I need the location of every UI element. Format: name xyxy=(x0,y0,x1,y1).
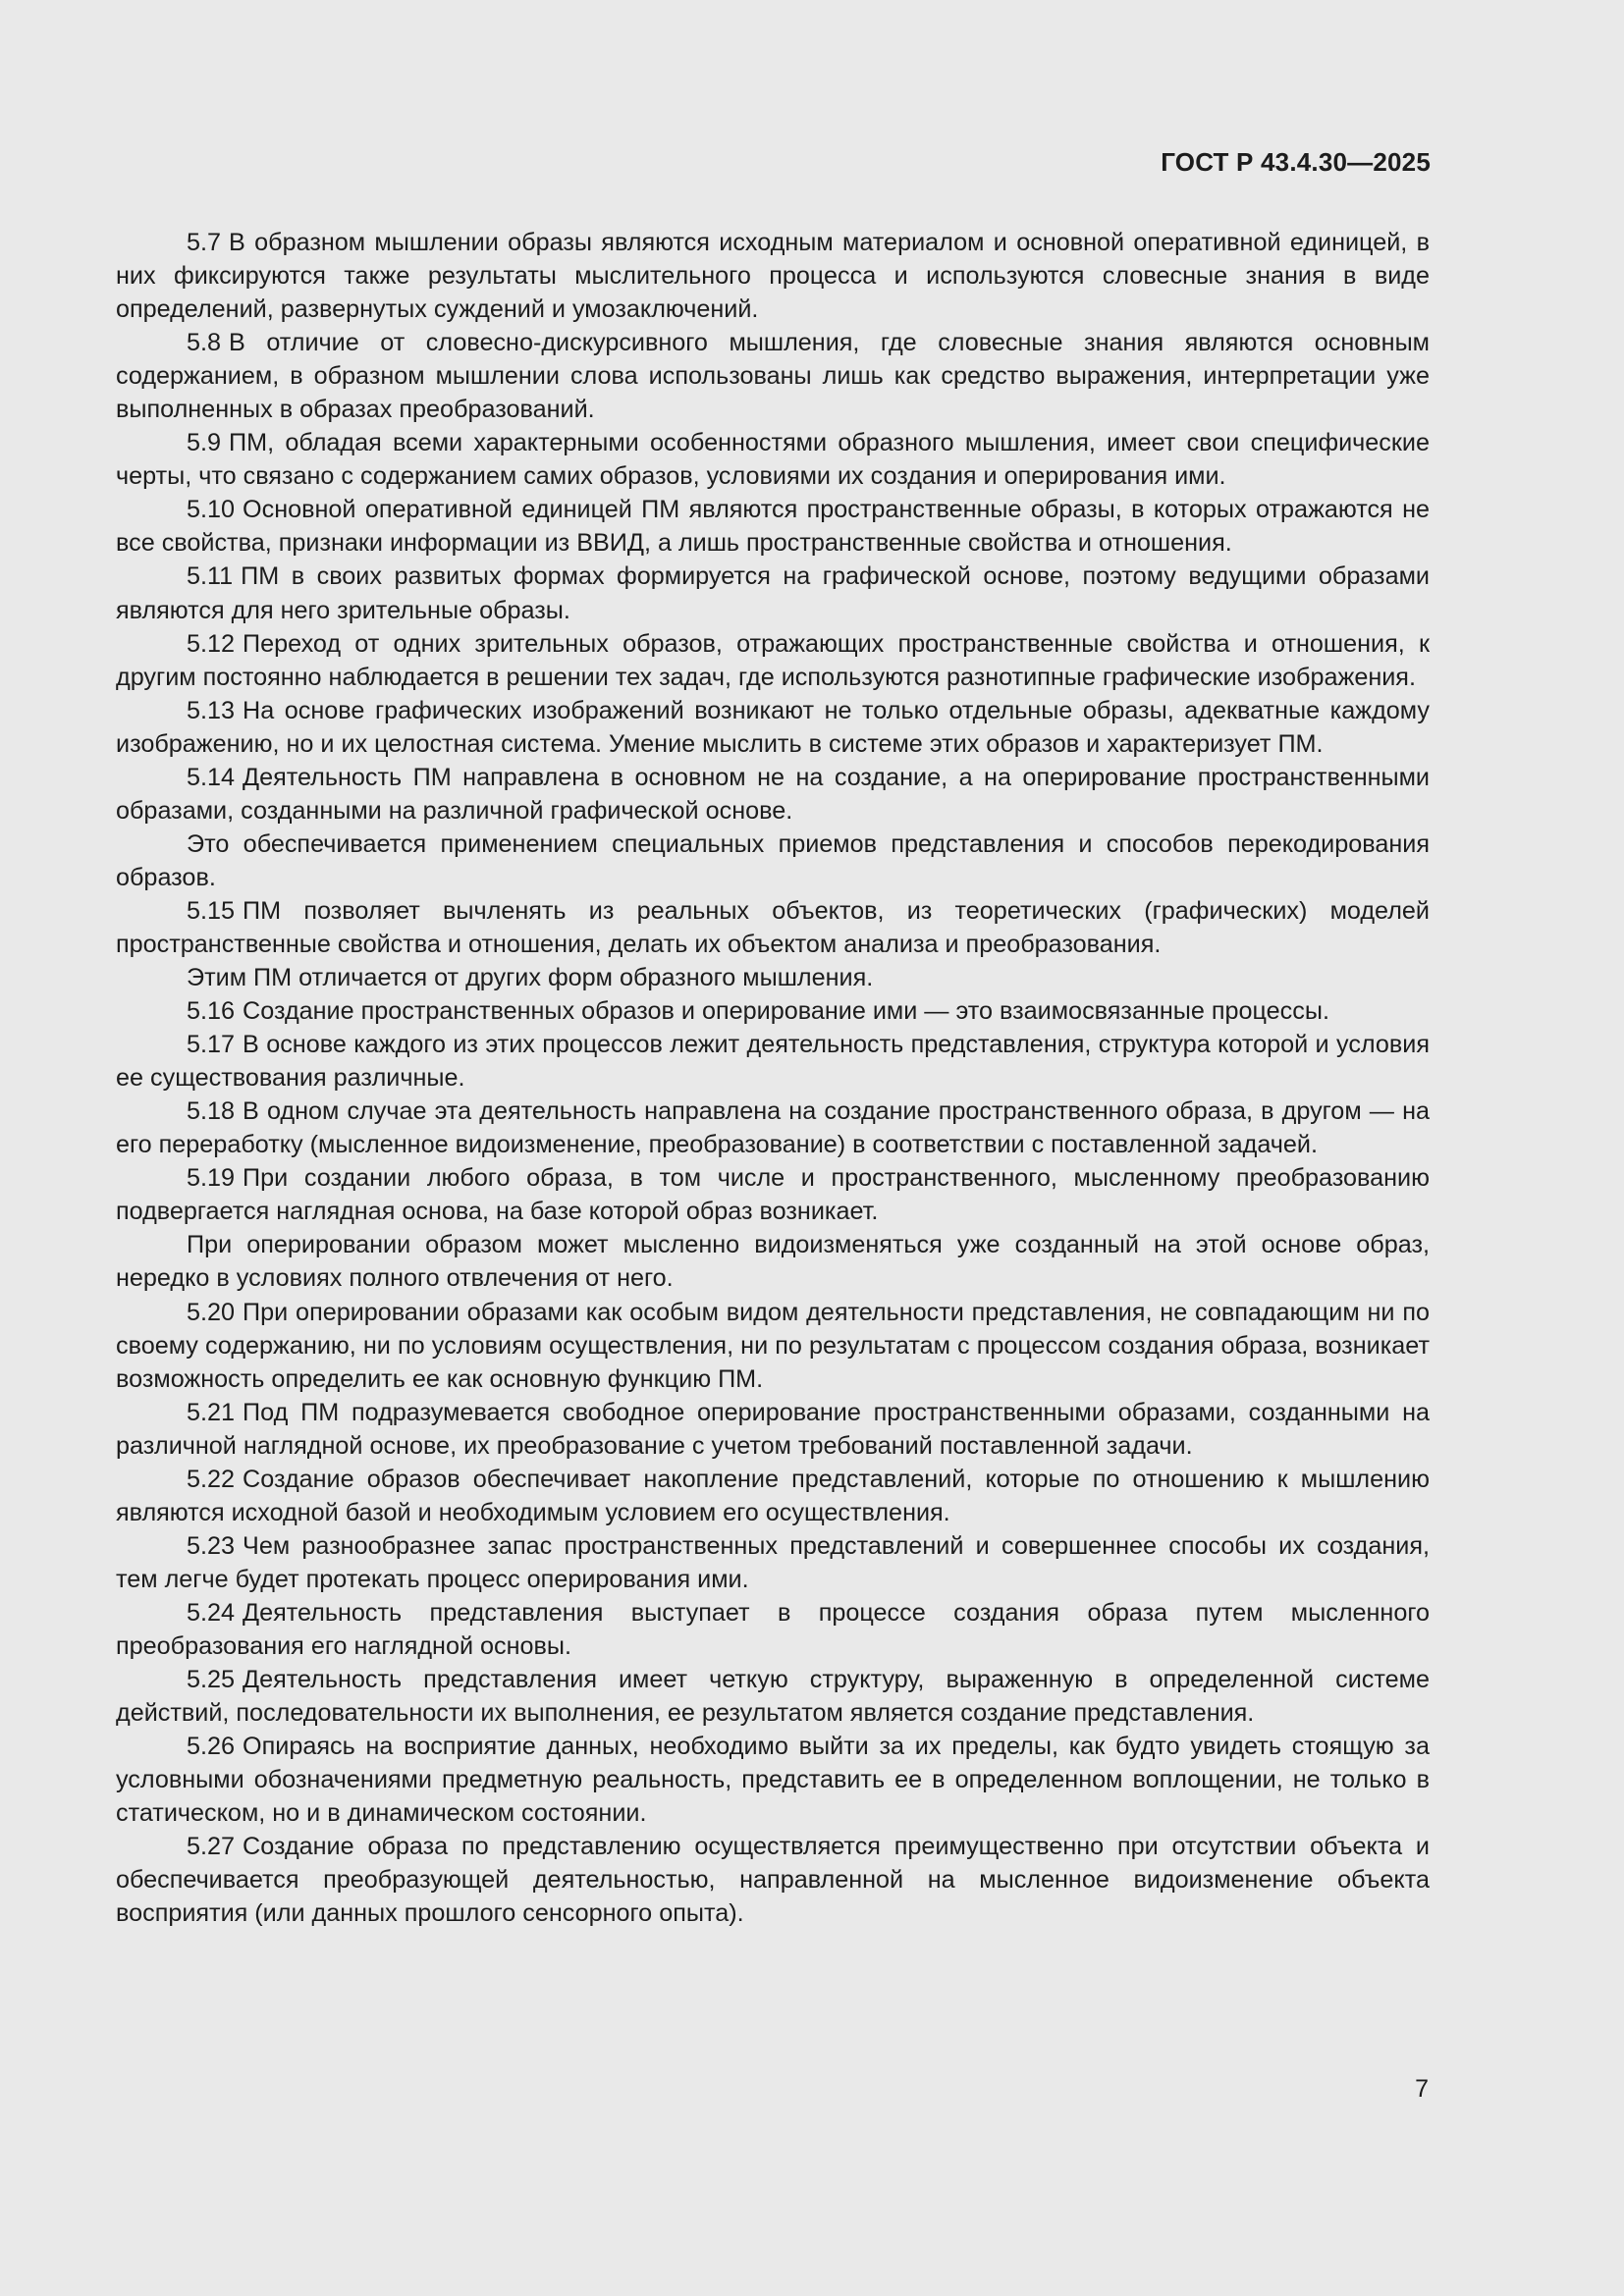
paragraph-text: На основе графических изображений возникают не только отдельные образы, адекватные каждому изображению, но и их целостная система. Умение мыслить в системе этих образов и характеризует ПМ. xyxy=(116,696,1430,758)
paragraph xyxy=(116,1830,1430,1930)
paragraph-text: ПМ в своих развитых формах формируется на графической основе, поэтому ведущими образами являются для него зрительные образы. xyxy=(116,562,1430,624)
paragraph-number: 5.26 xyxy=(187,1733,236,1761)
paragraph-number: 5.17 xyxy=(187,1031,236,1059)
paragraph-number: 5.16 xyxy=(187,997,236,1026)
paragraph-text: При оперировании образами как особым видом деятельности представления, не совпадающим ни по своему содержанию, ни по условиям осуществления, ни по результатам с процессом создания образа, возникает возможность определить ее как основную функцию ПМ. xyxy=(116,1298,1430,1393)
paragraph-number: 5.25 xyxy=(187,1666,236,1694)
paragraph-number: 5.13 xyxy=(187,696,236,724)
paragraph-text: ПМ позволяет вычленять из реальных объектов, из теоретических (графических) моделей пространственные свойства и отношения, делать их объектом анализа и преобразования. xyxy=(116,896,1430,958)
paragraph xyxy=(116,1396,1430,1463)
paragraph xyxy=(116,994,1430,1028)
paragraph-text: Этим ПМ отличается от других форм образного мышления. xyxy=(187,964,874,992)
paragraph-text: В одном случае эта деятельность направлена на создание пространственного образа, в другом — на его переработку (мысленное видоизменение, преобразование) в соответствии с поставленной задачей. xyxy=(116,1097,1430,1159)
paragraph-number: 5.12 xyxy=(187,629,236,658)
paragraph-text: Переход от одних зрительных образов, отражающих пространственные свойства и отношения, к другим постоянно наблюдается в решении тех задач, где используются разнотипные графические изображения. xyxy=(116,629,1430,691)
paragraph-text: Деятельность представления имеет четкую структуру, выраженную в определенной системе действий, последовательности их выполнения, ее результатом является создание представления. xyxy=(116,1666,1430,1728)
paragraph-text: При оперировании образом может мысленно видоизменяться уже созданный на этой основе образ, нередко в условиях полного отвлечения от него. xyxy=(116,1231,1430,1293)
paragraph-text: Создание образов обеспечивает накопление представлений, которые по отношению к мышлению являются исходной базой и необходимым условием его осуществления. xyxy=(116,1465,1430,1526)
paragraph xyxy=(116,1028,1430,1095)
paragraph-number: 5.18 xyxy=(187,1097,236,1126)
paragraph xyxy=(116,627,1430,694)
paragraph xyxy=(116,761,1430,828)
paragraph-text: Создание пространственных образов и оперирование ими — это взаимосвязанные процессы. xyxy=(243,997,1329,1026)
paragraph xyxy=(116,694,1430,761)
paragraph-text: В отличие от словесно-дискурсивного мышления, где словесные знания являются основным содержанием, в образном мышлении слова использованы лишь как средство выражения, интерпретации уже выполненных в образах преобразований. xyxy=(116,329,1430,424)
paragraph-number: 5.23 xyxy=(187,1531,236,1560)
document-body xyxy=(116,226,1430,1930)
paragraph xyxy=(116,226,1430,326)
paragraph xyxy=(116,1095,1430,1161)
paragraph-text: Это обеспечивается применением специальных приемов представления и способов перекодирования образов. xyxy=(116,829,1430,891)
paragraph-number: 5.10 xyxy=(187,496,236,524)
paragraph xyxy=(116,1161,1430,1228)
paragraph-text: Деятельность представления выступает в процессе создания образа путем мысленного преобразования его наглядной основы. xyxy=(116,1598,1430,1660)
paragraph xyxy=(116,493,1430,560)
paragraph-text: Под ПМ подразумевается свободное оперирование пространственными образами, созданными на различной наглядной основе, их преобразование с учетом требований поставленной задачи. xyxy=(116,1398,1430,1460)
paragraph-number: 5.20 xyxy=(187,1298,236,1326)
paragraph-number: 5.9 xyxy=(187,429,222,457)
paragraph-number: 5.21 xyxy=(187,1398,236,1426)
paragraph xyxy=(116,1228,1430,1295)
paragraph-number: 5.8 xyxy=(187,329,222,357)
paragraph xyxy=(116,894,1430,961)
paragraph-number: 5.15 xyxy=(187,896,236,925)
paragraph-number: 5.24 xyxy=(187,1598,236,1627)
paragraph xyxy=(116,1596,1430,1663)
paragraph-text: Создание образа по представлению осуществляется преимущественно при отсутствии объекта и обеспечивается преобразующей деятельностью, направленной на мысленное видоизменение объекта восприятия (или данных прошлого сенсорного опыта). xyxy=(116,1833,1430,1928)
paragraph-number: 5.27 xyxy=(187,1833,236,1861)
paragraph xyxy=(116,828,1430,894)
paragraph-number: 5.7 xyxy=(187,229,222,256)
paragraph-number: 5.14 xyxy=(187,763,236,791)
paragraph-number: 5.22 xyxy=(187,1465,236,1493)
paragraph xyxy=(116,560,1430,626)
paragraph-text: Чем разнообразнее запас пространственных представлений и совершеннее способы их создания, тем легче будет протекать процесс оперирования ими. xyxy=(116,1531,1430,1593)
paragraph-text: Деятельность ПМ направлена в основном не на создание, а на оперирование пространственными образами, созданными на различной графической основе. xyxy=(116,763,1430,825)
paragraph-text: В образном мышлении образы являются исходным материалом и основной оперативной единицей, в них фиксируются также результаты мыслительного процесса и используются словесные знания в виде определений, развернутых суждений и умозаключений. xyxy=(116,229,1430,324)
paragraph xyxy=(116,1730,1430,1830)
paragraph-number: 5.11 xyxy=(187,562,234,591)
paragraph-text: Опираясь на восприятие данных, необходимо выйти за их пределы, как будто увидеть стоящую за условными обозначениями предметную реальность, представить ее в определенном воплощении, не только в статическом, но и в динамическом состоянии. xyxy=(116,1733,1430,1828)
paragraph xyxy=(116,1529,1430,1596)
paragraph xyxy=(116,1296,1430,1396)
paragraph-number: 5.19 xyxy=(187,1164,236,1193)
paragraph xyxy=(116,326,1430,426)
paragraph-text: В основе каждого из этих процессов лежит деятельность представления, структура которой и условия ее существования различные. xyxy=(116,1031,1430,1093)
paragraph-text: Основной оперативной единицей ПМ являются пространственные образы, в которых отражаются не все свойства, признаки информации из ВВИД, а лишь пространственные свойства и отношения. xyxy=(116,496,1430,558)
paragraph xyxy=(116,426,1430,493)
document-header: ГОСТ Р 43.4.30—2025 xyxy=(1161,147,1431,177)
paragraph xyxy=(116,1663,1430,1730)
paragraph-text: ПМ, обладая всеми характерными особенностями образного мышления, имеет свои специфические черты, что связано с содержанием самих образов, условиями их создания и оперирования ими. xyxy=(116,429,1430,491)
page-number: 7 xyxy=(1415,2075,1429,2103)
paragraph xyxy=(116,961,1430,994)
paragraph xyxy=(116,1463,1430,1529)
paragraph-text: При создании любого образа, в том числе и пространственного, мысленному преобразованию подвергается наглядная основа, на базе которой образ возникает. xyxy=(116,1164,1430,1226)
